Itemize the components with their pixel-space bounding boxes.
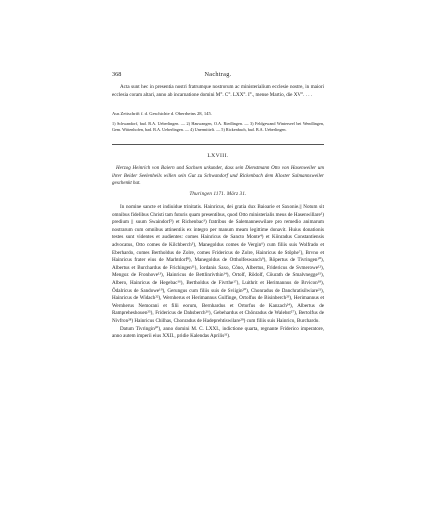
charter-paragraph-2: Datum Tivringin³⁰), anno domini M. C. LXXI., indictione quarta, regnante Friderico imperatore, anno autem imperii eius XXII., pridie Kalendas Aprilis³¹). [112,325,324,340]
intro-block [112,84,324,99]
footnote-text: 1) Schwandorf, bad. B.A. Ueberlingen. — 2) Hauwangen, O.A. Riedlingen. — 3) Feldgewand Winterseel bei Wendlingen, Gem. Wittenhofen, bad. B.A. Ueberlingen. — 4) Unermittelt. — 5) Rickenbach, bad. B.A. Ueberlingen. [112,121,324,133]
charter-text [112,204,324,341]
document-number: LXVIII. [207,153,229,159]
charter-paragraph-1: In nomine sancte et indiuidue trinitatis. Hainricus, dei gratia dux Baioarie et Saxonie.|| Notum sit omnibus fidelibus Christi tam futuris quam presentibus, quod Otto ministerialis meus de Hasenwillare¹) predium || suum Swaindorf²) et Richenbac³) fratribus de Salemanneswilare pro remedio animarum nostrarum cum omnibus attinentiis ex integro per manum meam legittime donavit. Huius donationis testes sunt videntes et audientes: comes Hainricus de Sancto Monte⁴) et Kônradus Constantiensis advocatus, Otto comes de Kilchberch⁵), Manegoldus comes de Vergin⁶) cum filiis suis Wolfrado et Eberhardo, comes Bertholdus de Zolre, comes Fridericus de Zolre, Hainricus de Stôphe⁷), Brvno et Hainricus frater eius de Marhtdorf⁸), Manegoldus de Ottholfeswanch⁹), Rôpertus de Tivringen¹⁰), Albertus et Burchardus de Frichingen¹¹), Iordanis Saxo, Côno, Albertus, Fridericus de Svmerowe¹²), Mengoz de Fronhove¹³), Hainricus de Bettlinrivthin¹⁴), Ortolf, Rôdolf, Côurath de Smalvnegge¹⁵), Albero, Hainricus de Hegebac¹⁶), Bertholdus de Fivrthe¹⁷), Luithrit et Herimannus de Brvicon¹⁸), Ôdalricus de Sandowe¹⁹), Gerungus cum filiis suis de Sviigin²⁰), Chonradus de Danchratisilwiare²¹), Hainricus de Widach²²), Wernherus et Herimannus Gulfinge, Ortolfus de Bisinberch²³), Herimannus et Wernherus Nemorani et filii eorum, Bernhardus et Ortorfus de Kanzach²⁴), Albertus de Rampreheshouen²⁵), Fridericus de Dahsberch²⁶), Gebehardus et Chônradus de Walehst²⁷), Bertolfus de Nivfron²⁸) Hainricus Chilhas, Chonradus de Hadeprehtiswilare²⁹) cum filiis suis Hainrico, Burchardo. [112,204,324,324]
intro-paragraph: Acta sunt hec in presentia nostri fratrumque nostrorum ac ministerialium ecclesie nostre, in maiori ecclesia coram altari, anno ab incarnatione domini M°. C°. LXX°. I°., mense Martio, die XV°. . . . [112,84,324,98]
footnotes [112,121,324,133]
page-header [112,70,324,79]
source-citation: Aus Zeitschrift f. d. Geschichte d. Oberrheins 28, 145. [112,111,212,116]
regest-text: Herzog Heinrich von Baiern und Sachsen urkundet, dass sein Dienstmann Otto von Hasenweiler um ihrer Beider Seelenheils willen sein Gut zu Schwandorf und Rickenbach dem Kloster Salmannsweiler geschenkt hat. [112,166,324,187]
dateline: Thuringen 1171. März 31. [189,192,247,197]
running-head: Nachtrag. [204,71,232,78]
regest [112,165,324,188]
page-number: 368 [112,71,122,78]
separator-rule [112,144,324,145]
